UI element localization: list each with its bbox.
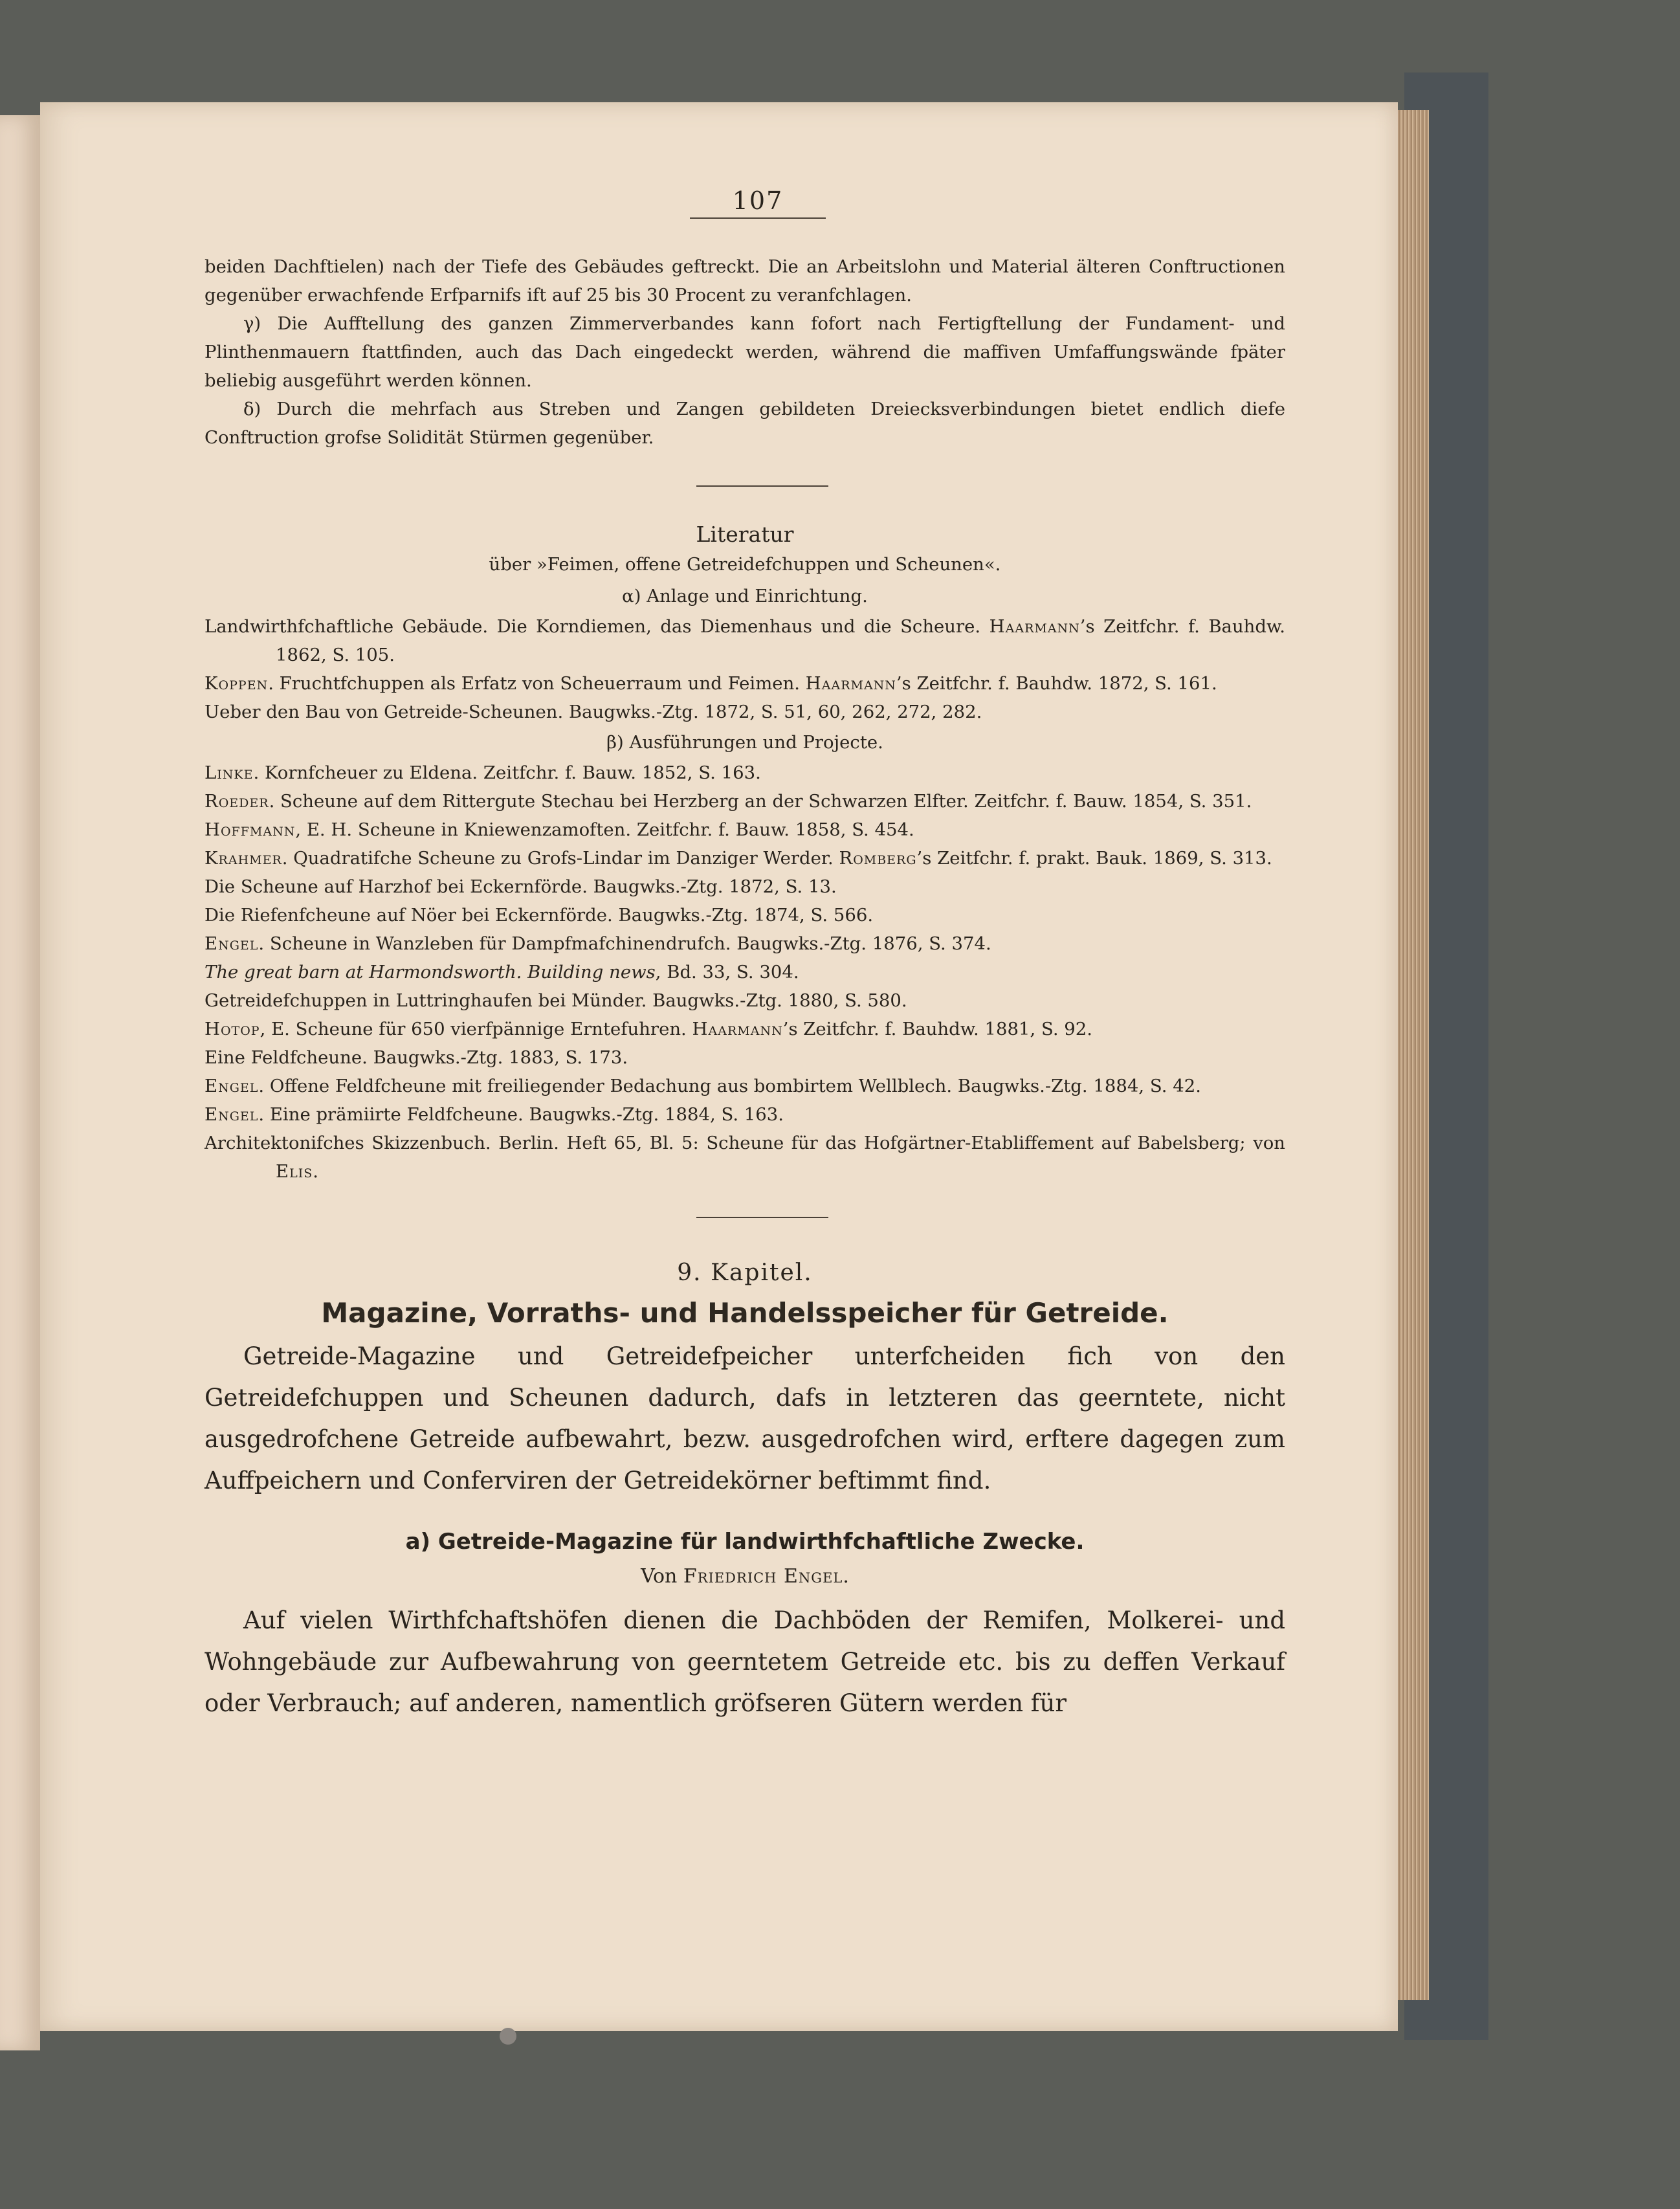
author-line — [204, 1560, 1285, 1593]
literature-entry — [204, 669, 1285, 698]
section-title: a) Getreide-Magazine für landwirthfchaftliche Zwecke. — [405, 1529, 1085, 1555]
chapter-number: 9. Kapitel. — [677, 1260, 813, 1286]
section-body — [204, 1600, 1285, 1724]
entry-author: Haarmann — [692, 1019, 783, 1039]
entry-text: . Fruchtfchuppen als Erfatz von Scheuerraum und Feimen. — [268, 673, 806, 694]
entry-author: Linke — [204, 762, 254, 783]
literature-entry — [204, 986, 1285, 1015]
entry-author: Roeder — [204, 791, 269, 812]
literature-entry — [204, 901, 1285, 929]
entry-author: Koppen — [204, 673, 269, 694]
chapter-body — [204, 1336, 1285, 1502]
entry-text: Getreidefchuppen in Luttringhaufen bei Münder. Baugwks.-Ztg. 1880, S. 580. — [204, 990, 907, 1011]
entry-text: ’s Zeitfchr. f. Bauhdw. 1881, S. 92. — [782, 1019, 1093, 1039]
literature-section-beta: β) Ausführungen und Projecte. — [606, 732, 883, 753]
entry-text: . — [313, 1161, 318, 1182]
author-prefix: Von — [641, 1565, 683, 1588]
literature-entry — [204, 844, 1285, 872]
entry-italic-title: The great barn at Harmondsworth. Building news — [204, 962, 656, 982]
entry-text: . Quadratifche Scheune zu Grofs-Lindar im Danziger Werder. — [282, 848, 839, 869]
literature-entry — [204, 1129, 1285, 1186]
entry-text: . Eine prämiirte Feldfcheune. Baugwks.-Ztg. 1884, S. 163. — [258, 1104, 784, 1125]
entry-author: Elis — [276, 1161, 313, 1182]
literature-entry — [204, 929, 1285, 958]
entry-text: . Kornfcheuer zu Eldena. Zeitfchr. f. Bauw. 1852, S. 163. — [253, 762, 761, 783]
author-suffix: . — [843, 1565, 849, 1588]
literature-section-alpha: α) Anlage und Einrichtung. — [622, 586, 868, 606]
literature-entry — [204, 1043, 1285, 1072]
literature-entry — [204, 759, 1285, 787]
entry-author: Engel — [204, 933, 259, 954]
divider — [696, 1217, 828, 1218]
page-text — [204, 186, 1285, 1724]
literature-entry — [204, 872, 1285, 901]
author-name: Friedrich Engel — [683, 1565, 843, 1588]
paragraph: Auf vielen Wirthfchaftshöfen dienen die Dachböden der Remifen, Molkerei- und Wohngebäude zur Aufbewahrung von geerntetem Getreide etc. bis zu deffen Verkauf oder Verbrauch; auf anderen, namentlich gröfseren Gütern werden für — [204, 1606, 1285, 1717]
entry-text: Ueber den Bau von Getreide-Scheunen. Baugwks.-Ztg. 1872, S. 51, 60, 262, 272, 282. — [204, 702, 982, 722]
entry-author: Hotop — [204, 1019, 260, 1039]
entry-author: Hoffmann — [204, 819, 296, 840]
entry-text: Die Riefenfcheune auf Nöer bei Eckernförde. Baugwks.-Ztg. 1874, S. 566. — [204, 905, 874, 926]
literature-entry — [204, 1100, 1285, 1129]
paragraph: δ) Durch die mehrfach aus Streben und Zangen gebildeten Dreiecksverbindungen bietet endlich diefe Conftruction grofse Solidität Stürmen gegenüber. — [204, 399, 1285, 448]
book-page — [40, 102, 1398, 2031]
entry-text: ’s Zeitfchr. f. Bauhdw. 1862, S. 105. — [276, 616, 1285, 665]
entry-author: Engel — [204, 1076, 259, 1096]
entry-text: . Scheune auf dem Rittergute Stechau bei Herzberg an der Schwarzen Elfter. Zeitfchr. f. Bauw. 1854, S. 351. — [269, 791, 1252, 812]
paragraph: beiden Dachftielen) nach der Tiefe des Gebäudes geftreckt. Die an Arbeitslohn und Material älteren Conftructionen gegenüber erwachfende Erfparnifs ift auf 25 bis 30 Procent zu veranfchlagen. — [204, 256, 1285, 305]
literature-title: Literatur — [696, 522, 794, 547]
entry-author: Krahmer — [204, 848, 282, 869]
entry-text: Die Scheune auf Harzhof bei Eckernförde. Baugwks.-Ztg. 1872, S. 13. — [204, 876, 837, 897]
page-number: 107 — [690, 186, 826, 219]
entry-text: ’s Zeitfchr. f. prakt. Bauk. 1869, S. 313. — [916, 848, 1272, 869]
paragraph: Getreide-Magazine und Getreidefpeicher unterfcheiden fich von den Getreidefchuppen und Scheunen dadurch, dafs in letzteren das geerntete, nicht ausgedrofchene Getreide aufbewahrt, bezw. ausgedrofchen wird, erftere dagegen zum Auffpeichern und Conferviren der Getreidekörner beftimmt find. — [204, 1342, 1285, 1494]
literature-entry — [204, 612, 1285, 669]
paper-spot — [500, 2028, 516, 2045]
literature-list-alpha — [204, 612, 1285, 726]
entry-text: . Scheune in Wanzleben für Dampfmafchinendrufch. Baugwks.-Ztg. 1876, S. 374. — [258, 933, 991, 954]
entry-text: , E. Scheune für 650 vierfpännige Erntefuhren. — [260, 1019, 692, 1039]
literature-entry — [204, 1072, 1285, 1100]
entry-text: , Bd. 33, S. 304. — [655, 962, 799, 982]
left-page-edge — [0, 115, 40, 2050]
literature-entry — [204, 1015, 1285, 1043]
entry-text: Landwirthfchaftliche Gebäude. Die Korndiemen, das Diemenhaus und die Scheure. — [204, 616, 989, 637]
entry-text: Eine Feldfcheune. Baugwks.-Ztg. 1883, S. 173. — [204, 1047, 628, 1068]
literature-subtitle: über »Feimen, offene Getreidefchuppen und Scheunen«. — [489, 554, 1001, 575]
entry-text: ’s Zeitfchr. f. Bauhdw. 1872, S. 161. — [896, 673, 1217, 694]
literature-entry — [204, 698, 1285, 726]
literature-entry — [204, 787, 1285, 816]
intro-text — [204, 252, 1285, 452]
entry-author: Romberg — [839, 848, 917, 869]
literature-entry — [204, 816, 1285, 844]
entry-text: , E. H. Scheune in Kniewenzamoften. Zeitfchr. f. Bauw. 1858, S. 454. — [295, 819, 914, 840]
chapter-title: Magazine, Vorraths- und Handelsspeicher für Getreide. — [321, 1297, 1169, 1329]
entry-text: Architektonifches Skizzenbuch. Berlin. Heft 65, Bl. 5: Scheune für das Hofgärtner-Etabliffement auf Babelsberg; von — [204, 1133, 1285, 1153]
paragraph: γ) Die Aufftellung des ganzen Zimmerverbandes kann fofort nach Fertigftellung der Fundament- und Plinthenmauern ftattfinden, auch das Dach eingedeckt werden, während die maffiven Umfaffungswände fpäter beliebig ausgeführt werden können. — [204, 313, 1285, 391]
literature-entry — [204, 958, 1285, 986]
entry-author: Haarmann — [805, 673, 896, 694]
divider — [696, 485, 828, 487]
entry-text: . Offene Feldfcheune mit freiliegender Bedachung aus bombirtem Wellblech. Baugwks.-Ztg. 1884, S. 42. — [258, 1076, 1201, 1096]
entry-author: Haarmann — [989, 616, 1080, 637]
literature-list-beta — [204, 759, 1285, 1186]
entry-author: Engel — [204, 1104, 259, 1125]
